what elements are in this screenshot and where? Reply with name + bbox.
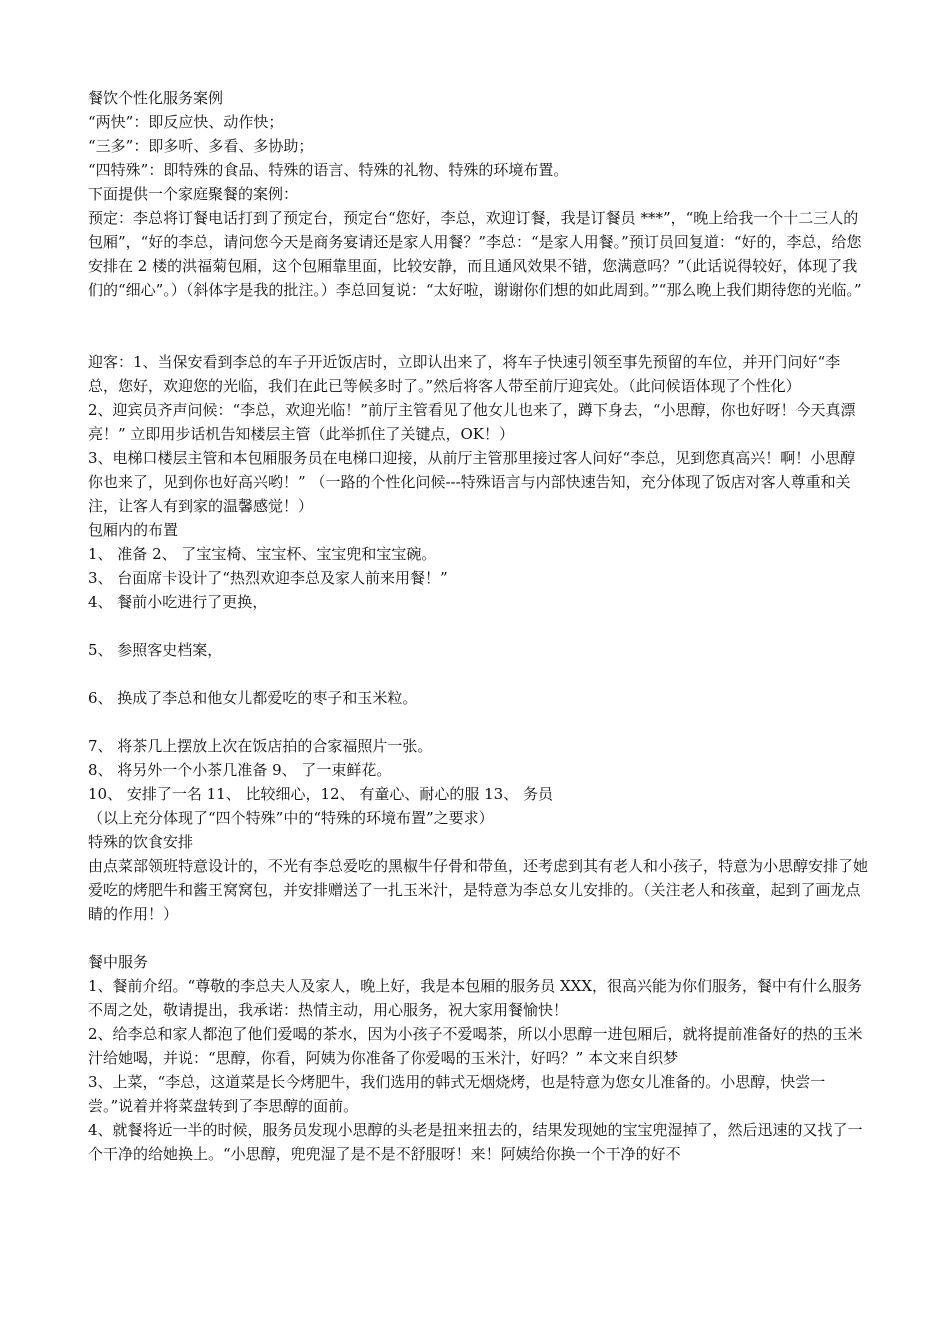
doc-list-item: 6、 换成了李总和他女儿都爱吃的枣子和玉米粒。 [88, 689, 418, 707]
doc-paragraph-service-1: 1、餐前介绍。“尊敬的李总夫人及家人，晚上好，我是本包厢的服务员 XXX，很高兴能为你们服务，餐中有什么服务不周之处，敬请提出，我承诺：热情主动，用心服务，祝大家用餐愉快！ [88, 977, 863, 1019]
spacer [88, 302, 870, 350]
doc-list-item: 5、 参照客史档案， [88, 641, 223, 659]
doc-list-item: 7、 将茶几上摆放上次在饭店拍的合家福照片一张。 [88, 737, 433, 755]
doc-list-item: 8、 将另外一个小茶几准备 9、 了一束鲜花。 [88, 761, 392, 779]
doc-paragraph-greeting-1: 迎客：1、当保安看到李总的车子开近饭店时，立即认出来了，将车子快速引领至事先预留的车位，并开门问好“李总，您好，欢迎您的光临，我们在此已等候多时了。”然后将客人带至前厅迎宾处。（此问候语体现了个性化） [88, 353, 841, 395]
doc-line-three-more: “三多”：即多听、多看、多协助； [88, 137, 314, 155]
doc-list-item: 4、 餐前小吃进行了更换， [88, 593, 268, 611]
spacer [88, 662, 870, 686]
doc-paragraph-greeting-3: 3、电梯口楼层主管和本包厢服务员在电梯口迎接，从前厅主管那里接过客人问好“李总，见到您真高兴！啊！小思醇你也来了，见到你也好高兴哟！” （一路的个性化问候---特殊语言与内部快速告知，充分体现了饭店对客人尊重和关注，让客人有到家的温馨感觉！） [88, 449, 856, 515]
spacer [88, 710, 870, 734]
doc-paragraph-service-3: 3、上菜，“李总，这道菜是长今烤肥牛，我们选用的韩式无烟烧烤，也是特意为您女儿准备的。小思醇，快尝一尝。”说着并将菜盘转到了李思醇的面前。 [88, 1073, 826, 1115]
doc-line-four-special: “四特殊”：即特殊的食品、特殊的语言、特殊的礼物、特殊的环境布置。 [88, 161, 569, 179]
doc-paragraph-greeting-2: 2、迎宾员齐声问候：“李总，欢迎光临！”前厅主管看见了他女儿也来了，蹲下身去，“小思醇，你也好呀！今天真漂亮！” 立即用步话机告知楼层主管（此举抓住了关键点，OK！） [88, 401, 856, 443]
document-page [88, 86, 870, 1166]
doc-line-two-fast: “两快”：即反应快、动作快； [88, 113, 284, 131]
doc-paragraph-service-4: 4、就餐将近一半的时候，服务员发现小思醇的头老是扭来扭去的，结果发现她的宝宝兜湿掉了，然后迅速的又找了一个干净的给她换上。“小思醇，兜兜湿了是不是不舒服呀！来！阿姨给你换一个干净的好不 [88, 1121, 863, 1163]
doc-paragraph-service-2: 2、给李总和家人都泡了他们爱喝的茶水，因为小孩子不爱喝茶，所以小思醇一进包厢后，就将提前准备好的热的玉米汁给她喝，并说：“思醇，你看，阿姨为你准备了你爱喝的玉米汁，好吗？” 本文来自织梦 [88, 1025, 863, 1067]
doc-heading-room-setup: 包厢内的布置 [88, 521, 179, 539]
doc-heading-in-meal-service: 餐中服务 [88, 953, 149, 971]
doc-heading-special-food: 特殊的饮食安排 [88, 833, 194, 851]
doc-list-item: 10、 安排了一名 11、 比较细心，12、 有童心、耐心的服 13、 务员 [88, 785, 553, 803]
doc-list-item: 3、 台面席卡设计了“热烈欢迎李总及家人前来用餐！” [88, 569, 448, 587]
doc-note: （以上充分体现了“四个特殊”中的“特殊的环境布置”之要求） [88, 809, 494, 827]
doc-paragraph-special-food: 由点菜部领班特意设计的，不光有李总爱吃的黑椒牛仔骨和带鱼，还考虑到其有老人和小孩子，特意为小思醇安排了她爱吃的烤肥牛和酱王窝窝包，并安排赠送了一扎玉米汁，是特意为李总女儿安排的。（关注老人和孩童，起到了画龙点睛的作用！） [88, 857, 869, 923]
doc-line-case-intro: 下面提供一个家庭聚餐的案例： [88, 185, 299, 203]
spacer [88, 614, 870, 638]
doc-paragraph-booking: 预定：李总将订餐电话打到了预定台，预定台“您好，李总，欢迎订餐，我是订餐员 ***”，“晚上给我一个十二三人的包厢”，“好的李总，请问您今天是商务宴请还是家人用餐？”李总：“是家人用餐。”预订员回复道：“好的，李总，给您安排在 2 楼的洪福菊包厢，这个包厢靠里面，比较安静，而且通风效果不错，您满意吗？”（此话说得较好，体现了我们的“细心”。）（斜体字是我的批注。）李总回复说：“太好啦，谢谢你们想的如此周到。”“那么晚上我们期待您的光临。” [88, 209, 862, 299]
spacer [88, 926, 870, 950]
doc-list-item: 1、 准备 2、 了宝宝椅、宝宝杯、宝宝兜和宝宝碗。 [88, 545, 437, 563]
doc-title: 餐饮个性化服务案例 [88, 89, 224, 107]
